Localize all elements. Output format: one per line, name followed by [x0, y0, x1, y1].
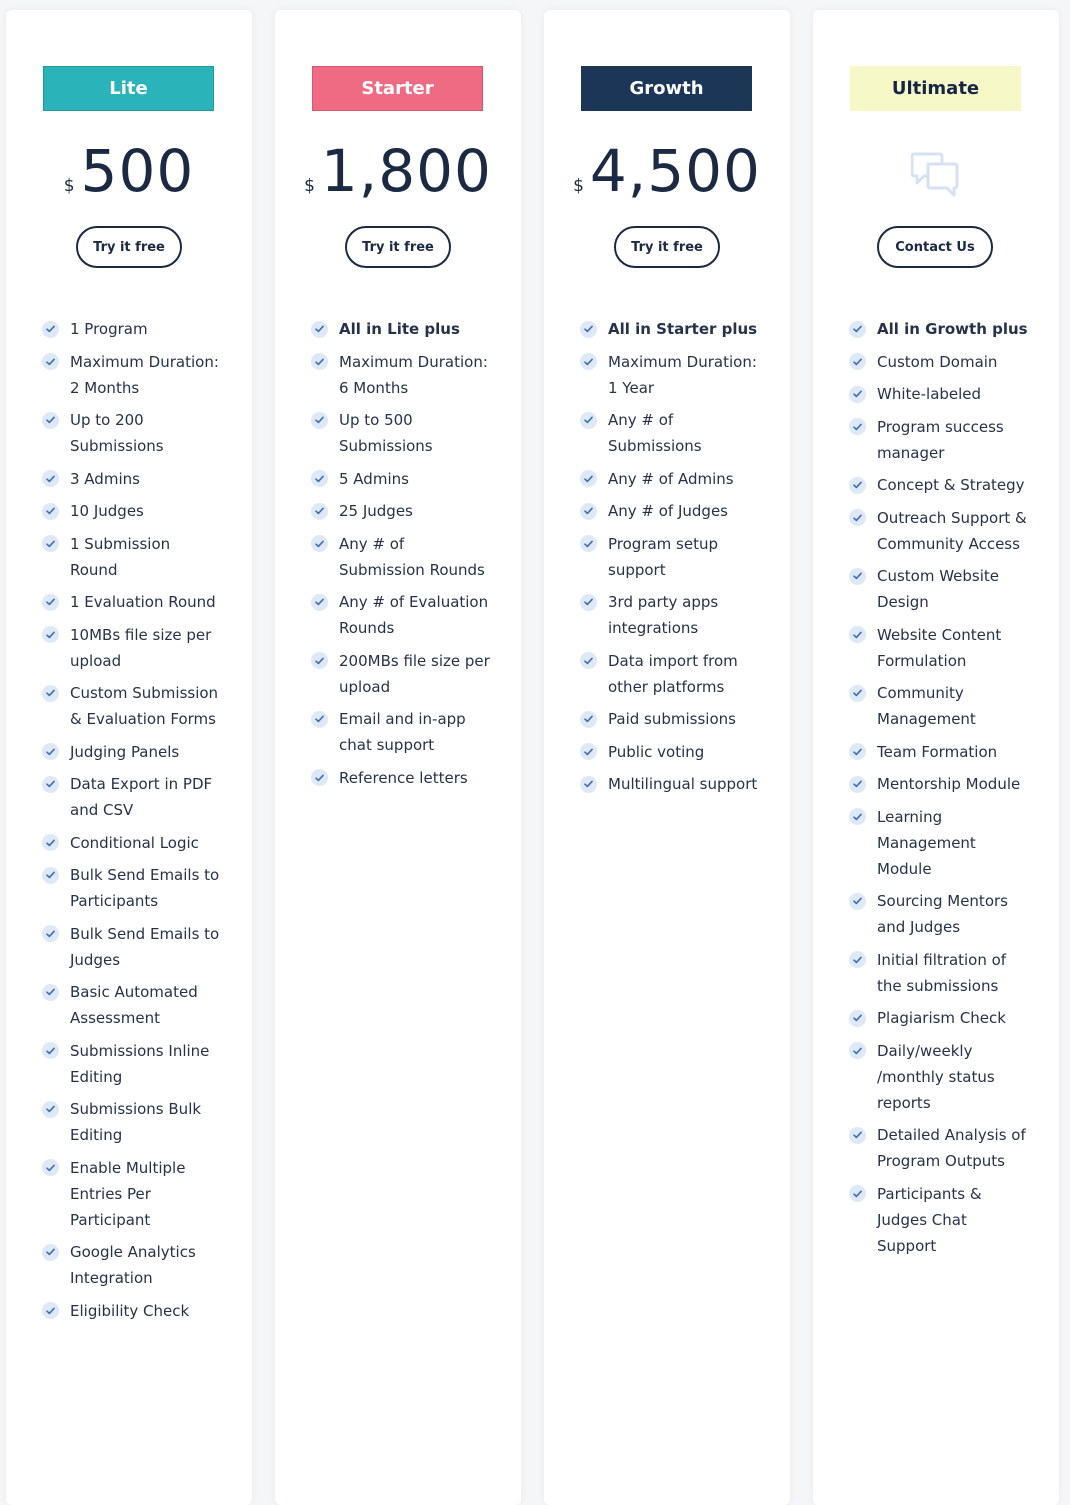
check-icon — [849, 477, 866, 494]
feature-item — [311, 498, 491, 524]
feature-item — [849, 1038, 1029, 1116]
feature-item — [849, 680, 1029, 732]
check-icon — [580, 503, 597, 520]
feature-text: All in Lite plus — [339, 320, 460, 338]
check-icon — [580, 470, 597, 487]
feature-text: Plagiarism Check — [877, 1009, 1006, 1027]
feature-text: Mentorship Module — [877, 775, 1021, 793]
feature-item — [849, 414, 1029, 466]
feature-item — [42, 589, 222, 615]
try-it-free-button[interactable]: Try it free — [614, 226, 720, 268]
contact-us-button[interactable]: Contact Us — [877, 226, 993, 268]
feature-item — [42, 622, 222, 674]
feature-item — [849, 771, 1029, 797]
feature-item — [42, 739, 222, 765]
try-it-free-button[interactable]: Try it free — [76, 226, 182, 268]
check-icon — [849, 626, 866, 643]
plan-title-lite: Lite — [43, 66, 214, 111]
price-growth — [544, 138, 790, 204]
feature-item — [42, 1155, 222, 1233]
check-icon — [849, 386, 866, 403]
feature-text: Learning Management Module — [877, 807, 976, 878]
plan-card-growth — [544, 10, 790, 1505]
check-icon — [849, 808, 866, 825]
feature-item — [580, 589, 760, 641]
check-icon — [849, 743, 866, 760]
feature-item — [849, 622, 1029, 674]
check-icon — [580, 743, 597, 760]
feature-text: Reference letters — [339, 768, 468, 787]
check-icon — [311, 535, 328, 552]
feature-text: Public voting — [608, 742, 705, 761]
feature-text: Website Content Formulation — [877, 625, 1002, 670]
feature-item — [580, 498, 760, 524]
plan-card-lite — [6, 10, 252, 1505]
feature-text: All in Starter plus — [608, 320, 758, 338]
feature-text: Team Formation — [877, 742, 998, 761]
feature-item — [580, 531, 760, 583]
check-icon — [311, 353, 328, 370]
feature-item — [42, 407, 222, 459]
feature-item — [42, 531, 222, 583]
feature-text: Custom Domain — [877, 352, 998, 371]
plan-title-starter: Starter — [312, 66, 483, 111]
feature-text: Any # of Admins — [608, 469, 734, 488]
feature-text: 1 Submission Round — [70, 534, 171, 579]
check-icon — [580, 321, 597, 338]
feature-item — [311, 316, 491, 342]
feature-text: Conditional Logic — [70, 833, 199, 852]
feature-text: Bulk Send Emails to Participants — [70, 866, 220, 910]
feature-text: 10 Judges — [70, 502, 144, 520]
plan-title-ultimate: Ultimate — [850, 66, 1021, 111]
feature-item — [849, 381, 1029, 407]
feature-text: Maximum Duration: 6 Months — [339, 352, 488, 397]
feature-text: Eligibility Check — [70, 1301, 190, 1320]
price-amount: 500 — [80, 137, 195, 205]
feature-item — [311, 706, 491, 758]
feature-item — [580, 466, 760, 492]
feature-text: Any # of Submissions — [608, 411, 702, 455]
check-icon — [849, 951, 866, 968]
feature-item — [849, 563, 1029, 615]
check-icon — [42, 321, 59, 338]
feature-text: All in Growth plus — [877, 320, 1028, 338]
check-icon — [580, 353, 597, 370]
currency-symbol: $ — [573, 176, 584, 196]
check-icon — [311, 503, 328, 520]
feature-item — [42, 680, 222, 732]
check-icon — [849, 509, 866, 526]
feature-text: White-labeled — [877, 385, 982, 403]
feature-list-growth — [580, 316, 760, 804]
feature-text: Multilingual support — [608, 775, 758, 793]
feature-text: 1 Program — [70, 320, 148, 338]
feature-text: Any # of Judges — [608, 502, 728, 520]
feature-text: Detailed Analysis of Program Outputs — [877, 1126, 1026, 1170]
feature-item — [311, 466, 491, 492]
feature-item — [580, 771, 760, 797]
feature-text: Daily/weekly /monthly status reports — [877, 1041, 995, 1112]
feature-text: Enable Multiple Entries Per Participant — [70, 1158, 186, 1229]
check-icon — [311, 769, 328, 786]
feature-item — [42, 830, 222, 856]
check-icon — [849, 893, 866, 910]
feature-item — [311, 589, 491, 641]
feature-list-ultimate — [849, 316, 1029, 1265]
feature-item — [580, 316, 760, 342]
feature-item — [580, 407, 760, 459]
check-icon — [580, 412, 597, 429]
feature-text: Outreach Support & Community Access — [877, 508, 1027, 553]
check-icon — [42, 925, 59, 942]
feature-text: Basic Automated Assessment — [70, 983, 198, 1027]
check-icon — [849, 353, 866, 370]
feature-text: Sourcing Mentors and Judges — [877, 892, 1008, 936]
price-amount: 1,800 — [320, 137, 492, 205]
feature-item — [42, 466, 222, 492]
feature-text: Up to 500 Submissions — [339, 411, 433, 455]
feature-text: Judging Panels — [70, 742, 180, 761]
check-icon — [42, 470, 59, 487]
feature-text: 200MBs file size per upload — [339, 651, 490, 696]
check-icon — [42, 1101, 59, 1118]
price-amount: 4,500 — [589, 137, 761, 205]
check-icon — [849, 1042, 866, 1059]
plan-card-ultimate — [813, 10, 1059, 1505]
check-icon — [580, 711, 597, 728]
check-icon — [849, 418, 866, 435]
feature-item — [311, 531, 491, 583]
feature-item — [849, 888, 1029, 940]
check-icon — [42, 1159, 59, 1176]
check-icon — [311, 470, 328, 487]
feature-item — [311, 349, 491, 401]
check-icon — [849, 685, 866, 702]
check-icon — [42, 1244, 59, 1261]
feature-item — [849, 1181, 1029, 1259]
check-icon — [42, 412, 59, 429]
check-icon — [580, 535, 597, 552]
plan-card-starter — [275, 10, 521, 1505]
check-icon — [849, 1010, 866, 1027]
feature-item — [42, 1096, 222, 1148]
feature-text: Custom Submission & Evaluation Forms — [70, 684, 219, 728]
feature-text: Maximum Duration: 2 Months — [70, 352, 219, 397]
feature-text: Google Analytics Integration — [70, 1243, 196, 1287]
check-icon — [42, 535, 59, 552]
check-icon — [42, 867, 59, 884]
feature-text: Participants & Judges Chat Support — [877, 1184, 982, 1255]
check-icon — [42, 1302, 59, 1319]
currency-symbol: $ — [304, 176, 315, 196]
check-icon — [42, 626, 59, 643]
feature-item — [311, 407, 491, 459]
check-icon — [42, 503, 59, 520]
feature-item — [849, 804, 1029, 882]
check-icon — [42, 984, 59, 1001]
feature-text: 10MBs file size per upload — [70, 625, 212, 670]
feature-item — [42, 1038, 222, 1090]
feature-item — [42, 921, 222, 973]
check-icon — [42, 1042, 59, 1059]
currency-symbol: $ — [63, 176, 75, 196]
feature-item — [580, 739, 760, 765]
price-starter — [275, 138, 521, 204]
check-icon — [42, 834, 59, 851]
feature-item — [311, 765, 491, 791]
feature-text: Any # of Evaluation Rounds — [339, 593, 489, 637]
feature-item — [849, 349, 1029, 375]
plan-title-growth: Growth — [581, 66, 752, 111]
feature-text: 5 Admins — [339, 469, 409, 488]
price-lite — [6, 138, 252, 204]
feature-item — [580, 648, 760, 700]
check-icon — [42, 353, 59, 370]
feature-text: 1 Evaluation Round — [70, 593, 216, 611]
check-icon — [849, 1185, 866, 1202]
check-icon — [311, 652, 328, 669]
feature-item — [580, 349, 760, 401]
check-icon — [311, 594, 328, 611]
try-it-free-button[interactable]: Try it free — [345, 226, 451, 268]
feature-item — [42, 862, 222, 914]
check-icon — [42, 685, 59, 702]
chat-bubbles-icon — [911, 150, 961, 198]
feature-item — [849, 947, 1029, 999]
check-icon — [849, 776, 866, 793]
feature-text: Initial filtration of the submissions — [877, 950, 1007, 995]
check-icon — [849, 321, 866, 338]
feature-item — [849, 1005, 1029, 1031]
feature-item — [42, 349, 222, 401]
feature-text: Data Export in PDF and CSV — [70, 775, 213, 819]
check-icon — [580, 776, 597, 793]
feature-text: Program setup support — [608, 534, 719, 579]
feature-text: Submissions Bulk Editing — [70, 1100, 202, 1144]
check-icon — [42, 594, 59, 611]
feature-item — [849, 505, 1029, 557]
check-icon — [849, 568, 866, 585]
feature-text: 25 Judges — [339, 502, 413, 520]
feature-item — [42, 1298, 222, 1324]
feature-item — [849, 739, 1029, 765]
feature-item — [42, 1239, 222, 1291]
check-icon — [849, 1127, 866, 1144]
check-icon — [42, 776, 59, 793]
check-icon — [580, 594, 597, 611]
feature-text: Up to 200 Submissions — [70, 411, 164, 455]
check-icon — [311, 321, 328, 338]
feature-text: Paid submissions — [608, 710, 736, 728]
feature-text: Email and in-app chat support — [339, 710, 466, 754]
feature-text: Program success manager — [877, 417, 1004, 462]
feature-list-lite — [42, 316, 222, 1330]
check-icon — [42, 743, 59, 760]
feature-item — [311, 648, 491, 700]
feature-text: 3 Admins — [70, 469, 140, 488]
check-icon — [580, 652, 597, 669]
feature-item — [580, 706, 760, 732]
feature-item — [42, 771, 222, 823]
feature-text: 3rd party apps integrations — [608, 593, 719, 637]
feature-text: Data import from other platforms — [608, 651, 738, 696]
feature-item — [849, 1122, 1029, 1174]
feature-item — [849, 316, 1029, 342]
feature-text: Maximum Duration: 1 Year — [608, 352, 757, 397]
feature-text: Custom Website Design — [877, 567, 1000, 611]
feature-item — [42, 316, 222, 342]
feature-text: Submissions Inline Editing — [70, 1041, 210, 1086]
feature-text: Concept & Strategy — [877, 476, 1025, 494]
check-icon — [311, 711, 328, 728]
feature-list-starter — [311, 316, 491, 797]
feature-item — [42, 979, 222, 1031]
feature-item — [849, 472, 1029, 498]
feature-text: Any # of Submission Rounds — [339, 534, 485, 579]
check-icon — [311, 412, 328, 429]
feature-text: Community Management — [877, 684, 976, 728]
feature-text: Bulk Send Emails to Judges — [70, 924, 220, 969]
feature-item — [42, 498, 222, 524]
